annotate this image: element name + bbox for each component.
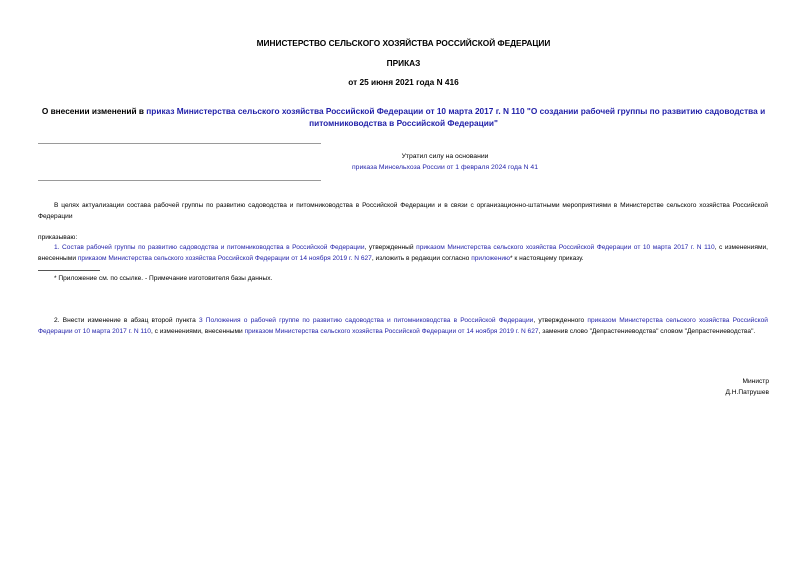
title-prefix: О внесении изменений в (41, 106, 147, 116)
p1-composition-link[interactable]: 1. Состав рабочей группы по развитию садоводства и питомниководства в Российской Федерации (54, 244, 365, 251)
footnote: * Приложение см. по ссылке. - Примечание изготовителя базы данных. (54, 275, 273, 282)
p2-order-110-link[interactable]: приказом Министерства сельского хозяйства Российской Федерации от 10 марта 2017 г. N 110 (38, 317, 768, 335)
order-date: от 25 июня 2021 года N 416 (348, 77, 459, 87)
status-note-text: Утратил силу на основании (401, 153, 489, 160)
p2-order-627-link[interactable]: приказом Министерства сельского хозяйства Российской Федерации от 14 ноября 2019 г. N 627 (244, 327, 539, 335)
divider-bottom (38, 180, 321, 181)
p2-text: , с изменениями, внесенными (150, 327, 245, 335)
order-word: приказываю: (38, 234, 78, 241)
divider-top (38, 143, 321, 144)
p1-text: , изложить в редакции согласно (371, 254, 472, 262)
paragraph-1 (38, 243, 768, 264)
document-title (40, 105, 767, 129)
p2-regulation-link[interactable]: 3 Положения о рабочей группе по развитию садоводства и питомниководства в Российской Федерации (198, 317, 534, 324)
paragraph-2 (38, 316, 768, 337)
p1-appendix-link[interactable]: приложению (471, 254, 510, 262)
p1-text: , утвержденный (364, 244, 417, 251)
ministry-heading: МИНИСТЕРСТВО СЕЛЬСКОГО ХОЗЯЙСТВА РОССИЙСКОЙ ФЕДЕРАЦИИ (256, 38, 551, 48)
repeal-order-link[interactable]: приказа Минсельхоза России от 1 февраля 2024 года N 41 (352, 164, 538, 171)
p1-order-627-link[interactable]: приказом Министерства сельского хозяйства Российской Федерации от 14 ноября 2019 г. N 627 (77, 254, 372, 262)
status-note-link-line (230, 164, 660, 171)
p2-text: , заменив слово "Депрастениеводства" словом "Депрастениеводства". (538, 327, 756, 335)
footnote-divider (38, 270, 100, 271)
intro-paragraph: В целях актуализации состава рабочей группы по развитию садоводства и питомниководства в Российской Федерации и в связи с организационно-штатными мероприятиями в Министерстве сельского хозяйства Российской Федерации (38, 202, 768, 220)
p1-text: , с изменениями, внесенными (38, 244, 768, 262)
p2-text: 2. Внести изменение в абзац второй пункта (54, 317, 199, 324)
p2-text: , утвержденного (533, 317, 588, 324)
p1-order-110-link[interactable]: приказом Министерства сельского хозяйства Российской Федерации от 10 марта 2017 г. N 110 (416, 244, 715, 251)
signature-position: Министр (742, 378, 769, 385)
signature-name: Д.Н.Патрушев (725, 389, 769, 396)
order-heading: ПРИКАЗ (386, 58, 421, 68)
p1-text: * к настоящему приказу. (509, 254, 584, 262)
title-order-link[interactable]: приказ Министерства сельского хозяйства Российской Федерации от 10 марта 2017 г. N 110 "О создании рабочей группы по развитию садоводства и питомниководства в Российской Федерации" (146, 106, 766, 128)
